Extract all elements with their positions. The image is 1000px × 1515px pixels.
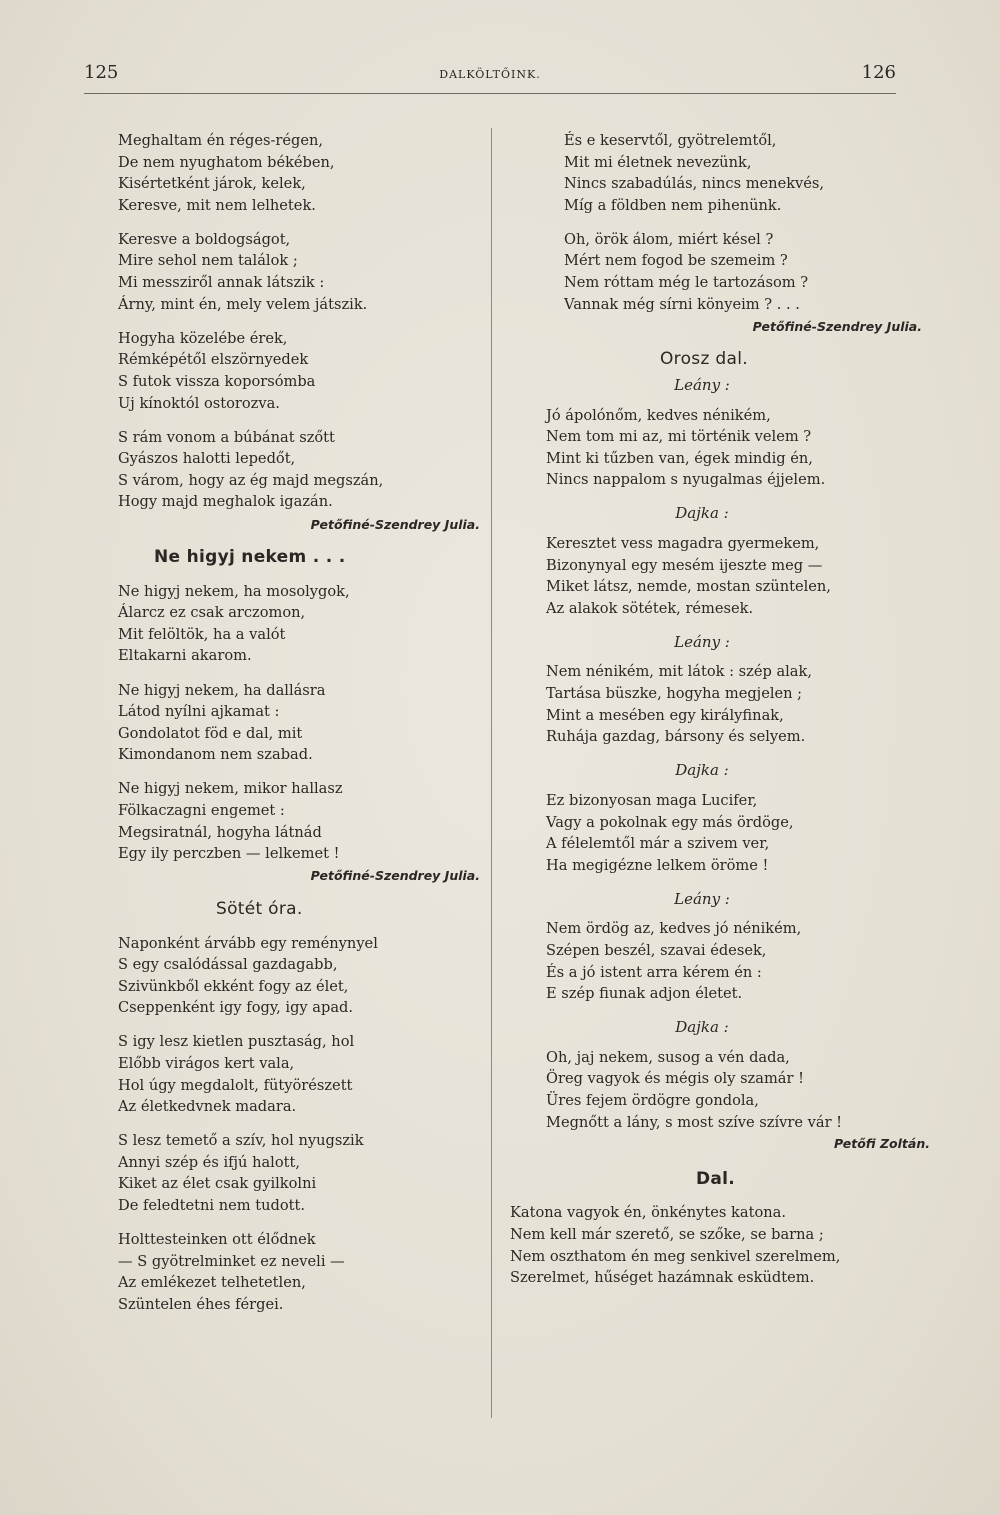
stanza: [118, 1229, 488, 1315]
verse-line: Egy ily perczben — lelkemet !: [118, 845, 340, 863]
stanza: [118, 130, 488, 216]
running-title: DALKÖLTŐINK.: [439, 68, 541, 81]
verse-line: Öreg vagyok és mégis oly szamár !: [546, 1070, 804, 1088]
verse-line: Ne higyj nekem, ha mosolygok,: [118, 582, 350, 600]
verse-line: Előbb virágos kert vala,: [118, 1054, 295, 1072]
verse-line: Hogyha közelébe érek,: [118, 329, 288, 347]
verse-line: Oh, örök álom, miért késel ?: [564, 230, 774, 248]
verse-line: Az alakok sötétek, rémesek.: [546, 599, 754, 617]
stanza: [118, 328, 488, 414]
verse-line: Látod nyílni ajkamat :: [118, 703, 280, 721]
verse-line: Ne higyj nekem, ha dallásra: [118, 681, 326, 699]
verse-line: Mért nem fogod be szemeim ?: [564, 252, 788, 270]
stanza: [546, 918, 930, 1004]
verse-line: Ez bizonyosan maga Lucifer,: [546, 791, 758, 809]
verse-line: Eltakarni akarom.: [118, 647, 252, 665]
verse-line: Mire sehol nem találok ;: [118, 252, 298, 270]
poem-untitled-left: [118, 130, 488, 535]
stanza: [118, 581, 488, 667]
poem-title: Ne higyj nekem . . .: [154, 547, 346, 568]
speaker-label: Dajka :: [675, 761, 729, 780]
verse-line: E szép fiunak adjon életet.: [546, 985, 743, 1003]
verse-line: Az emlékezet telhetetlen,: [118, 1274, 306, 1292]
verse-line: Mint ki tűzben van, égek mindig én,: [546, 449, 813, 467]
stanza: [546, 790, 930, 876]
stanza: [118, 427, 488, 513]
verse-line: Szüntelen éhes férgei.: [118, 1295, 284, 1313]
verse-line: Kimondanom nem szabad.: [118, 746, 313, 764]
verse-line: Nem tom mi az, mi történik velem ?: [546, 428, 812, 446]
stanza: [118, 680, 488, 766]
speaker-label: Leány :: [674, 632, 730, 651]
speaker-label: Leány :: [674, 375, 730, 394]
verse-line: Nem nénikém, mit látok : szép alak,: [546, 663, 812, 681]
speaker-label: Dajka :: [675, 504, 729, 523]
verse-line: Nincs nappalom s nyugalmas éjjelem.: [546, 471, 826, 489]
verse-line: Hogy majd meghalok igazán.: [118, 493, 333, 511]
verse-line: Nem róttam még le tartozásom ?: [564, 274, 809, 292]
verse-line: Szerelmet, hűséget hazámnak esküdtem.: [510, 1269, 815, 1287]
verse-line: Kisértetként járok, kelek,: [118, 175, 306, 193]
verse-line: S futok vissza koporsómba: [118, 372, 316, 390]
stanza: [546, 1047, 930, 1133]
verse-line: Vagy a pokolnak egy más ördöge,: [546, 813, 794, 831]
poem-dal: [510, 1169, 930, 1289]
author-signature: Petőfiné-Szendrey Julia.: [752, 318, 922, 334]
stanza: [546, 533, 930, 619]
verse-line: Kiket az élet csak gyilkolni: [118, 1175, 317, 1193]
verse-line: Üres fejem ördögre gondola,: [546, 1092, 759, 1110]
poem-title: Sötét óra.: [216, 898, 303, 919]
poem-title: Dal.: [696, 1168, 736, 1189]
author-signature: Petőfiné-Szendrey Julia.: [310, 868, 480, 884]
speaker-label: Dajka :: [675, 1018, 729, 1037]
verse-line: Szivünkből ekként fogy az élet,: [118, 977, 349, 995]
verse-line: De feledtetni nem tudott.: [118, 1197, 306, 1215]
verse-line: Megnőtt a lány, s most szíve szívre vár !: [546, 1113, 843, 1131]
verse-line: Nem oszthatom én meg senkivel szerelmem,: [510, 1247, 841, 1265]
verse-line: Rémképétől elszörnyedek: [118, 351, 309, 369]
speaker-label: Leány :: [674, 889, 730, 908]
verse-line: És a jó istent arra kérem én :: [546, 963, 762, 981]
verse-line: S lesz temető a szív, hol nyugszik: [118, 1132, 364, 1150]
verse-line: S várom, hogy az ég majd megszán,: [118, 471, 384, 489]
verse-line: Vannak még sírni könyeim ? . . .: [564, 295, 800, 313]
verse-line: Nem kell már szerető, se szőke, se barna ;: [510, 1226, 824, 1244]
page-number-right: 126: [861, 62, 896, 83]
verse-line: Fölkaczagni engemet :: [118, 802, 285, 820]
verse-line: Katona vagyok én, önkénytes katona.: [510, 1204, 786, 1222]
verse-line: És e keservtől, gyötrelemtől,: [564, 132, 777, 149]
poem-ne-higyj-nekem: [118, 547, 488, 887]
verse-line: Árny, mint én, mely velem játszik.: [118, 295, 368, 313]
verse-line: Ha megigézne lelkem öröme !: [546, 856, 769, 874]
verse-line: Uj kínoktól ostorozva.: [118, 394, 280, 412]
verse-line: Hol úgy megdalolt, fütyörészett: [118, 1076, 353, 1094]
verse-line: Oh, jaj nekem, susog a vén dada,: [546, 1048, 790, 1066]
verse-line: Míg a földben nem pihenünk.: [564, 196, 782, 214]
verse-line: Mit mi életnek nevezünk,: [564, 153, 752, 171]
verse-line: Mint a mesében egy királyfinak,: [546, 706, 784, 724]
verse-line: Bizonynyal egy mesém ijeszte meg —: [546, 556, 823, 574]
verse-line: Nincs szabadúlás, nincs menekvés,: [564, 175, 825, 193]
verse-line: S rám vonom a búbánat szőtt: [118, 428, 335, 446]
verse-line: Jó ápolónőm, kedves nénikém,: [546, 406, 771, 424]
verse-line: Gyászos halotti lepedőt,: [118, 450, 296, 468]
page-number-left: 125: [84, 62, 119, 83]
verse-line: Keresve a boldogságot,: [118, 230, 291, 248]
verse-line: Gondolatot föd e dal, mit: [118, 724, 303, 742]
stanza: [118, 1130, 488, 1216]
stanza: [118, 1031, 488, 1117]
verse-line: Megsiratnál, hogyha látnád: [118, 823, 322, 841]
verse-line: Naponként árvább egy reménynyel: [118, 934, 378, 952]
stanza: [510, 1202, 930, 1288]
verse-line: Mi messziről annak látszik :: [118, 274, 325, 292]
verse-line: A félelemtől már a szivem ver,: [546, 835, 770, 853]
verse-line: Az életkedvnek madara.: [118, 1098, 297, 1116]
verse-line: Holttesteinken ott élődnek: [118, 1231, 316, 1249]
verse-line: Nem ördög az, kedves jó nénikém,: [546, 920, 802, 938]
stanza: [118, 229, 488, 315]
stanza: [564, 130, 930, 216]
verse-line: Miket látsz, nemde, mostan szüntelen,: [546, 578, 831, 596]
stanza: [118, 778, 488, 864]
verse-line: Mit felöltök, ha a valót: [118, 625, 286, 643]
verse-line: Meghaltam én réges-régen,: [118, 132, 324, 149]
author-signature: Petőfiné-Szendrey Julia.: [310, 516, 480, 532]
verse-line: Keresve, mit nem lelhetek.: [118, 196, 316, 214]
stanza: [546, 661, 930, 747]
verse-line: Álarcz ez csak arczomon,: [118, 604, 306, 622]
poem-orosz-dal: [510, 349, 930, 1155]
verse-line: Cseppenként igy fogy, igy apad.: [118, 999, 354, 1017]
verse-line: Keresztet vess magadra gyermekem,: [546, 535, 820, 552]
poem-title: Orosz dal.: [660, 349, 748, 370]
verse-line: S igy lesz kietlen pusztaság, hol: [118, 1033, 355, 1051]
verse-line: Annyi szép és ifjú halott,: [118, 1153, 301, 1171]
author-signature: Petőfi Zoltán.: [833, 1136, 930, 1152]
verse-line: — S gyötrelminket ez neveli —: [118, 1252, 345, 1270]
verse-line: De nem nyughatom békében,: [118, 153, 335, 171]
verse-line: Szépen beszél, szavai édesek,: [546, 942, 767, 959]
poem-untitled-right: [564, 130, 930, 337]
stanza: [564, 229, 930, 315]
right-column: [510, 130, 930, 1301]
stanza: [546, 405, 930, 491]
page-header: [84, 58, 896, 94]
verse-line: S egy csalódással gazdagabb,: [118, 956, 338, 974]
left-column: [118, 130, 488, 1328]
verse-line: Ruhája gazdag, bársony és selyem.: [546, 728, 806, 746]
poem-sotet-ora: [118, 899, 488, 1316]
verse-line: Ne higyj nekem, mikor hallasz: [118, 780, 343, 798]
stanza: [118, 933, 488, 1019]
verse-line: Tartása büszke, hogyha megjelen ;: [546, 685, 803, 703]
